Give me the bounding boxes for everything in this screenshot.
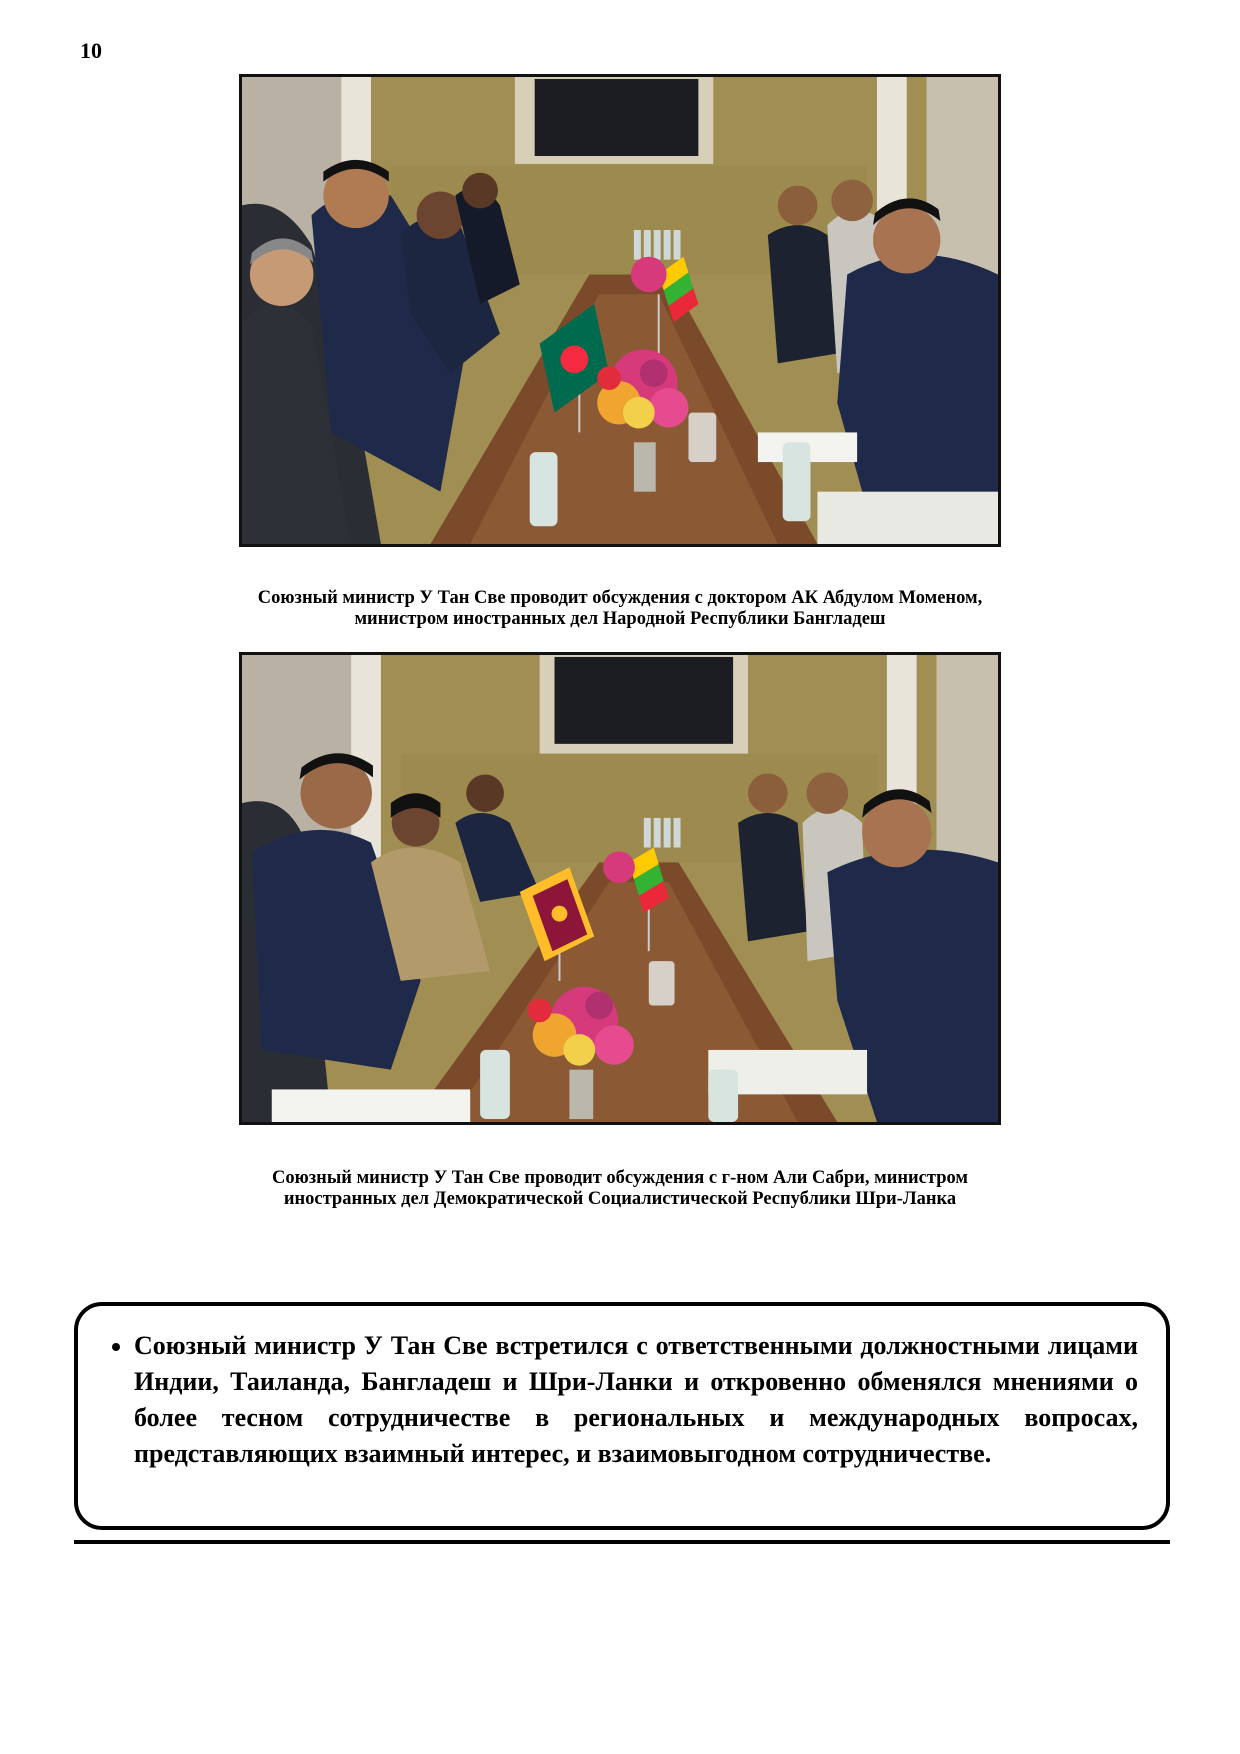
meeting-photo-bangladesh-image [242,77,998,544]
photo-caption-bangladesh [160,588,1080,630]
caption-line: министром иностранных дел Народной Республики Бангладеш [354,609,886,629]
meeting-photo-srilanka [239,652,1001,1125]
summary-box [74,1302,1170,1530]
divider-line [74,1540,1170,1544]
meeting-photo-bangladesh [239,74,1001,547]
caption-line: Союзный министр У Тан Све проводит обсуждения с доктором АК Абдулом Моменом, [257,588,983,608]
meeting-photo-srilanka-image [242,655,998,1122]
caption-line: иностранных дел Демократической Социалистической Республики Шри-Ланка [283,1189,957,1209]
page-number: 10 [80,38,102,63]
photo-caption-srilanka [160,1168,1080,1210]
summary-list [78,1306,1166,1472]
summary-bullet-item: • Союзный министр У Тан Све встретился с ответственными должностными лицами Индии, Таиланда, Бангладеш и Шри-Ланки и откровенно обменялся мнениями о более тесном сотрудничестве в региональных и международных вопросах, представляющих взаимный интерес, и взаимовыгодном сотрудничестве. [134,1328,1138,1472]
caption-line: Союзный министр У Тан Све проводит обсуждения с г-ном Али Сабри, министром [272,1168,968,1188]
